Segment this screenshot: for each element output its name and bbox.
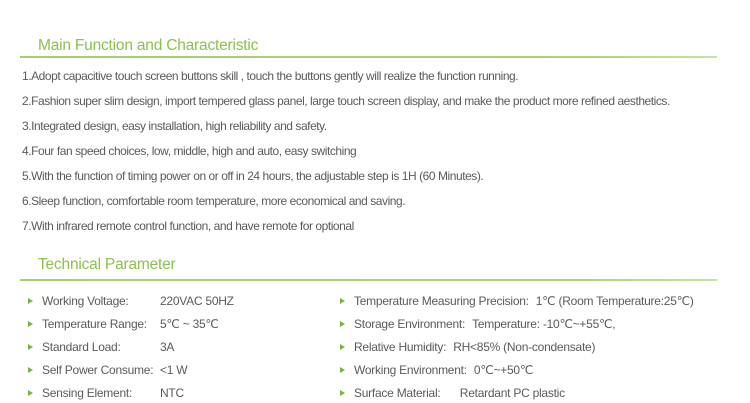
param-value: 0℃~+50℃ xyxy=(473,363,534,378)
section-title-main-function: Main Function and Characteristic xyxy=(38,37,259,54)
param-column-left xyxy=(28,289,234,403)
triangle-bullet-icon xyxy=(28,367,33,373)
param-value: <1 W xyxy=(160,363,188,378)
triangle-bullet-icon xyxy=(340,367,345,373)
feature-list-item: 7.With infrared remote control function, and have remote for optional xyxy=(22,219,354,233)
section-title-technical-parameter: Technical Parameter xyxy=(38,256,176,273)
param-row xyxy=(340,382,694,403)
param-label: Relative Humidity: xyxy=(354,339,447,354)
param-value: 1℃ (Room Temperature:25℃) xyxy=(535,293,694,308)
param-value: Temperature: -10℃~+55℃, xyxy=(472,316,616,331)
param-row xyxy=(340,289,694,312)
param-value: 3A xyxy=(160,339,175,354)
triangle-bullet-icon xyxy=(28,298,33,304)
param-row xyxy=(340,335,694,358)
param-label: Storage Environment: xyxy=(354,316,466,331)
feature-list-item: 1.Adopt capacitive touch screen buttons skill , touch the buttons gently will realize the function running. xyxy=(22,69,519,83)
param-value: NTC xyxy=(160,386,184,401)
triangle-bullet-icon xyxy=(340,344,345,350)
param-row xyxy=(340,312,694,335)
triangle-bullet-icon xyxy=(28,344,33,350)
param-value: 220VAC 50HZ xyxy=(160,293,234,308)
section-divider xyxy=(20,56,717,58)
param-column-right xyxy=(340,289,694,403)
param-row xyxy=(28,335,234,358)
param-row xyxy=(28,312,234,335)
param-value: 5℃ ~ 35℃ xyxy=(160,316,219,331)
param-row xyxy=(28,359,234,382)
feature-list-item: 4.Four fan speed choices, low, middle, high and auto, easy switching xyxy=(22,144,357,158)
param-row xyxy=(340,359,694,382)
feature-list-item: 5.With the function of timing power on or off in 24 hours, the adjustable step is 1H (60 Minutes). xyxy=(22,169,484,183)
param-label: Temperature Measuring Precision: xyxy=(354,293,529,308)
feature-list xyxy=(22,64,670,239)
triangle-bullet-icon xyxy=(28,390,33,396)
param-row xyxy=(28,382,234,403)
param-label: Temperature Range: xyxy=(42,316,147,331)
triangle-bullet-icon xyxy=(340,298,345,304)
param-label: Standard Load: xyxy=(42,339,121,354)
section-divider xyxy=(20,279,717,281)
param-label: Sensing Element: xyxy=(42,386,133,401)
param-row xyxy=(28,289,234,312)
param-label: Working Environment: xyxy=(354,363,467,378)
triangle-bullet-icon xyxy=(28,321,33,327)
param-value: RH<85% (Non-condensate) xyxy=(453,339,596,354)
triangle-bullet-icon xyxy=(340,390,345,396)
param-value: Retardant PC plastic xyxy=(447,386,565,401)
feature-list-item: 2.Fashion super slim design, import tempered glass panel, large touch screen display, and make the product more refined aesthetics. xyxy=(22,94,670,108)
feature-list-item: 3.Integrated design, easy installation, high reliability and safety. xyxy=(22,119,327,133)
param-label: Surface Material: xyxy=(354,386,441,401)
feature-list-item: 6.Sleep function, comfortable room temperature, more economical and saving. xyxy=(22,194,406,208)
triangle-bullet-icon xyxy=(340,321,345,327)
param-label: Working Voltage: xyxy=(42,293,129,308)
param-label: Self Power Consume: xyxy=(42,363,154,378)
